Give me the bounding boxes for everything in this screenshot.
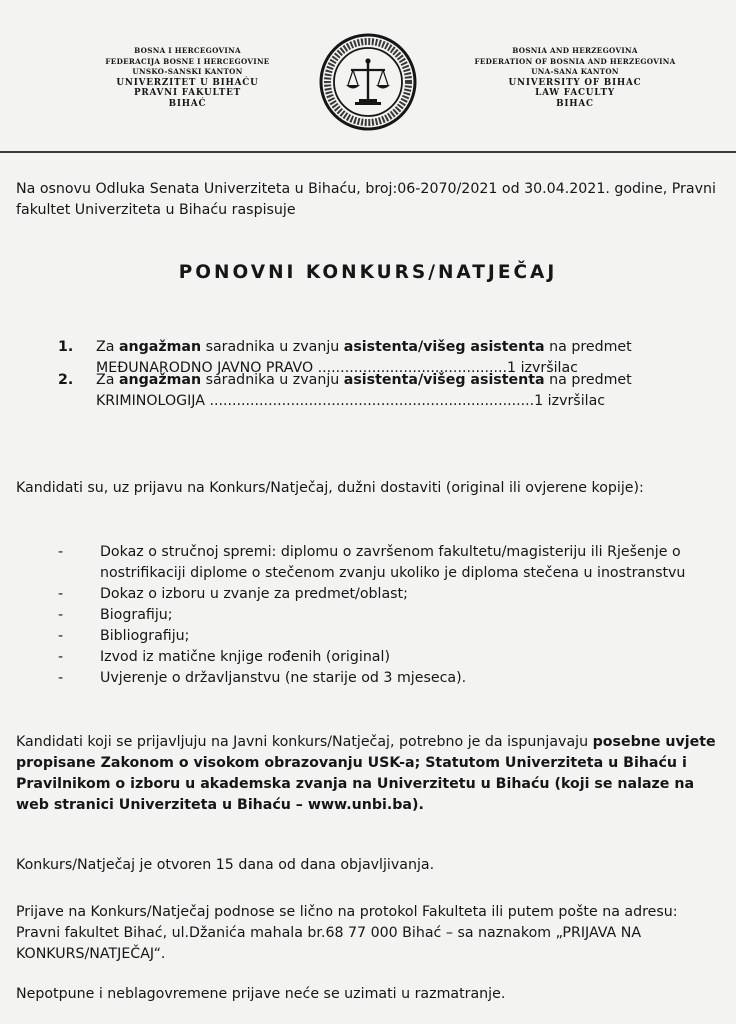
position-number: 2. bbox=[58, 372, 74, 388]
list-item: - Bibliografiju; bbox=[58, 628, 190, 644]
header-left-institution bbox=[70, 46, 305, 109]
position-subject: MEĐUNARODNO JAVNO PRAVO ..........................................1 izvršilac bbox=[96, 360, 578, 376]
list-item: - Izvod iz matične knjige rođenih (original) bbox=[58, 649, 390, 665]
list-item: - Biografiju; bbox=[58, 607, 173, 623]
header-right-line: UNA-SANA KANTON bbox=[531, 67, 619, 76]
header-right-line: BOSNIA AND HERZEGOVINA bbox=[512, 46, 638, 55]
submission-paragraph: Prijave na Konkurs/Natječaj podnose se lično na protokol Fakulteta ili putem pošte na adresu: Pravni fakultet Bihać, ul.Džanića mahala br.68 77 000 Bihać – sa naznakom „PRIJAVA NA KONKURS/NATJEČAJ“. bbox=[16, 904, 678, 962]
conditions-paragraph: Kandidati koji se prijavljuju na Javni konkurs/Natječaj, potrebno je da ispunjavaju posebne uvjete propisane Zakonom o visokom obrazovanju USK-a; Statutom Univerziteta u Bihaću i Pravilnikom o izboru u akademska zvanja na Univerzitetu u Bihaću (koji se nalaze na web stranici Univerziteta u Bihaću – www.unbi.ba). bbox=[16, 734, 716, 813]
position-number: 1. bbox=[58, 339, 74, 355]
position-text: Za angažman saradnika u zvanju asistenta/višeg asistenta na predmet MEĐUNARODNO JAVNO PRAVO ..........................................1 izvršilac bbox=[96, 339, 632, 376]
position-text: Za angažman saradnika u zvanju asistenta/višeg asistenta na predmet KRIMINOLOGIJA ........................................................................1 izvršilac bbox=[96, 372, 632, 409]
intro-paragraph: Na osnovu Odluka Senata Univerziteta u Bihaću, broj:06-2070/2021 od 30.04.2021. godine, Pravni fakultet Univerziteta u Bihaću raspisuje bbox=[16, 181, 716, 218]
position-subject: KRIMINOLOGIJA ........................................................................1 izvršilac bbox=[96, 393, 606, 409]
document-title: PONOVNI KONKURS/NATJEČAJ bbox=[178, 262, 558, 283]
header-divider bbox=[0, 151, 736, 153]
header-right-line: LAW FACULTY bbox=[535, 88, 615, 98]
incomplete-notice: Nepotpune i neblagovremene prijave neće se uzimati u razmatranje. bbox=[16, 986, 506, 1002]
header-right-line: UNIVERSITY OF BIHAC bbox=[508, 77, 642, 88]
header-left-line: UNSKO-SANSKI KANTON bbox=[132, 67, 243, 76]
header-left-line: PRAVNI FAKULTET bbox=[134, 88, 241, 98]
requirements-intro: Kandidati su, uz prijavu na Konkurs/Natječaj, dužni dostaviti (original ili ovjerene kopije): bbox=[16, 480, 644, 496]
open-period-paragraph: Konkurs/Natječaj je otvoren 15 dana od dana objavljivanja. bbox=[16, 857, 435, 873]
list-item: - Dokaz o izboru u zvanje za predmet/oblast; bbox=[58, 586, 408, 602]
header-left-line: FEDERACIJA BOSNE I HERCEGOVINE bbox=[105, 56, 270, 66]
header-right-line: FEDERATION OF BOSNIA AND HERZEGOVINA bbox=[474, 56, 676, 66]
header-right-line: BIHAC bbox=[556, 98, 594, 109]
list-item: - Uvjerenje o državljanstvu (ne starije od 3 mjeseca). bbox=[58, 670, 467, 686]
header-left-line: UNIVERZITET U BIHAĆU bbox=[116, 77, 259, 88]
requirements-list bbox=[58, 542, 718, 689]
list-item: - Dokaz o stručnoj spremi: diplomu o završenom fakultetu/magisteriju ili Rješenje o nostrifikaciji diplome o stečenom zvanju ukoliko je diploma stečena u inostranstvu bbox=[58, 544, 686, 581]
faculty-seal-logo bbox=[318, 32, 418, 132]
header-left-line: BOSNA I HERCEGOVINA bbox=[134, 46, 241, 55]
header-left-line: BIHAĆ bbox=[168, 98, 207, 109]
header-right-institution bbox=[455, 46, 695, 109]
